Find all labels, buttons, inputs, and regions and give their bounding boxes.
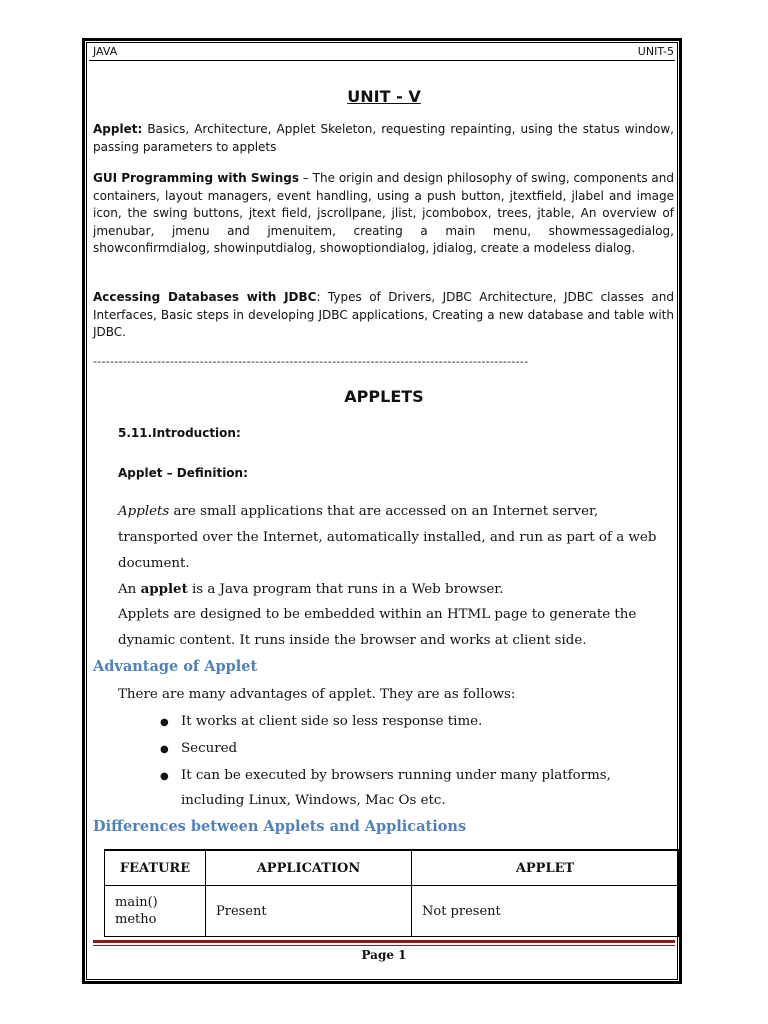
advantage-item-3-cont: including Linux, Windows, Mac Os etc. (181, 793, 446, 808)
header-divider (89, 60, 675, 61)
syllabus-gui (93, 170, 674, 258)
intro-heading: 5.11.Introduction: (118, 426, 241, 440)
definition-line-3: document. (118, 556, 190, 571)
definition-line-4-post: is a Java program that runs in a Web browser. (187, 582, 504, 597)
feature-line-1: main() (115, 895, 158, 910)
syllabus-jdbc-text: Types of Drivers, JDBC Architecture, JDBC classes and Interfaces, Basic steps in developing JDBC applications, Creating a new database and table with JDBC. (93, 290, 675, 340)
page-number: Page 1 (361, 948, 407, 962)
table-row (105, 886, 679, 937)
bullet-icon: ● (160, 744, 169, 755)
definition-line-4 (118, 581, 503, 597)
header-right: UNIT-5 (637, 45, 674, 58)
unit-title (0, 87, 768, 106)
feature-line-2: metho (115, 912, 157, 927)
table-cell-application: Present (206, 886, 412, 937)
table-header-applet: APPLET (412, 850, 679, 886)
table-header-row (105, 850, 679, 886)
bullet-icon: ● (160, 717, 169, 728)
syllabus-applet-label: Applet: (93, 122, 143, 136)
header-left: JAVA (93, 45, 118, 58)
table-cell-feature (105, 886, 206, 937)
comparison-table (104, 849, 679, 937)
syllabus-gui-label: GUI Programming with Swings (93, 171, 300, 185)
footer-rule-thick (93, 940, 675, 943)
syllabus-gui-text: – The origin and design philosophy of swing, components and containers, layout managers, event handling, using a push button, jtextfield, jlabel and image icon, the swing buttons, jtext field, jscrollpane, jlist, jcombobox, trees, jtable, An overview of jmenubar, jmenu and jmenuitem, creating a main menu, showmessagedialog, showconfirmdialog, showinputdialog, showoptiondialog, jdialog, create a modeless dialog. (93, 171, 674, 256)
section-title: APPLETS (344, 387, 424, 406)
definition-heading: Applet – Definition: (118, 466, 248, 480)
table-cell-applet: Not present (412, 886, 679, 937)
table-header-feature: FEATURE (105, 850, 206, 886)
bullet-icon: ● (160, 771, 169, 782)
definition-line-1 (118, 504, 598, 519)
footer-rule-thin (93, 945, 675, 946)
syllabus-jdbc-colon: : (316, 290, 321, 304)
unit-title-text: UNIT - V (347, 87, 421, 106)
syllabus-applet (93, 121, 674, 156)
definition-line-4-pre: An (118, 582, 141, 597)
syllabus-applet-text: Basics, Architecture, Applet Skeleton, requesting repainting, using the status window, passing parameters to applets (93, 122, 674, 154)
definition-line-2: transported over the Internet, automatically installed, and run as part of a web (118, 530, 657, 545)
definition-line-5: Applets are designed to be embedded within an HTML page to generate the (118, 607, 637, 622)
applet-bold: applet (140, 581, 188, 597)
syllabus-jdbc (93, 289, 674, 342)
applets-italic: Applets (118, 504, 170, 519)
advantage-heading: Advantage of Applet (93, 658, 258, 675)
table-header-application: APPLICATION (206, 850, 412, 886)
definition-line-1-rest: are small applications that are accessed on an Internet server, (169, 504, 599, 519)
dashed-separator: ------------------------------------------------------------------------------------------------------ (93, 355, 529, 368)
syllabus-jdbc-label: Accessing Databases with JDBC (93, 290, 317, 304)
definition-line-6: dynamic content. It runs inside the browser and works at client side. (118, 633, 587, 648)
differences-heading: Differences between Applets and Applications (93, 818, 467, 835)
advantage-item-3: It can be executed by browsers running under many platforms, (181, 768, 611, 783)
advantage-item-1: It works at client side so less response time. (181, 714, 483, 729)
advantage-intro: There are many advantages of applet. They are as follows: (118, 687, 516, 702)
advantage-item-2: Secured (181, 741, 238, 756)
